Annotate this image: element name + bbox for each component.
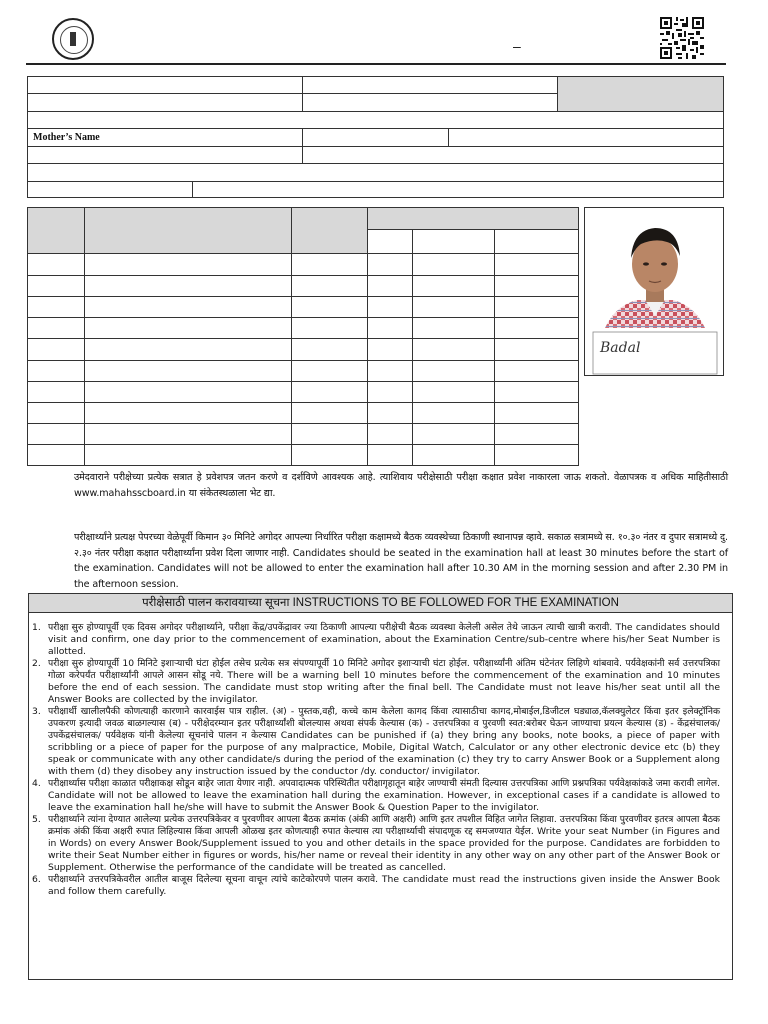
details-cell	[302, 93, 558, 112]
qr-code-icon	[660, 17, 704, 59]
instruction-number: 2.	[32, 658, 41, 669]
instructions-heading: परीक्षेसाठी पालन करावयाच्या सूचना INSTRUCTIONS TO BE FOLLOWED FOR THE EXAMINATION	[29, 594, 732, 613]
mother-name-label: Mother’s Name	[33, 132, 100, 143]
details-cell	[302, 146, 724, 164]
header-rule	[26, 63, 726, 65]
instruction-number: 4.	[32, 778, 41, 789]
details-cell	[27, 146, 303, 164]
seat-number-box	[557, 76, 724, 112]
details-cell	[27, 163, 724, 182]
details-cell	[302, 76, 558, 94]
instruction-number: 3.	[32, 706, 41, 717]
instruction-text: परीक्षा सुरु होण्यापूर्वी एक दिवस अगोदर परीक्षार्थ्याने, परीक्षा केंद्र/उपकेंद्रावर ज्या ठिकाणी आपल्या परीक्षेची बैठक व्यवस्था केलेली असेल तेथे जाऊन त्याची खात्री करावी. The candidates should visit and confirm, one day prior to the commencement of examination, about the Examination Centre/sub-centre where his/her Seat Number is allotted.	[48, 622, 720, 657]
instruction-item	[32, 658, 720, 706]
instruction-number: 5.	[32, 814, 41, 825]
instruction-item	[32, 622, 720, 658]
instruction-number: 1.	[32, 622, 41, 633]
board-seal-logo	[52, 18, 94, 60]
instruction-text: परीक्षा सुरु होण्यापूर्वी 10 मिनिटे इशाऱ्याची घंटा होईल तसेच प्रत्येक सत्र संपण्यापूर्वी 10 मिनिटे अगोदर इशाऱ्याची घंटा होईल. परीक्षार्थ्यांनी अंतिम घंटेनंतर लिहिणे थांबवावे. पर्यवेक्षकांनी सर्व उत्तरपत्रिका गोळा करेपर्यंत परीक्षार्थ्यांनी आपले आसन सोडू नये. There will be a warning bell 10 minutes before the commencement of the examination and 10 minutes before the end of each session. The candidate must stop writing after the final bell. The Candidate must not leave his/her seat until all the Answer Books are collected by the invigilator.	[48, 658, 720, 705]
reporting-time-note: परीक्षार्थ्यांने प्रत्यक्ष पेपरच्या वेळेपूर्वी किमान ३० मिनिटे अगोदर आपल्या निर्धारित परीक्षा कक्षामध्ये बैठक व्यवस्थेच्या ठिकाणी स्थानापन्न व्हावे. सकाळ सत्रामध्ये स. १०.३० नंतर व दुपार सत्रामध्ये दु. २.३० नंतर परीक्षा कक्षात परीक्षार्थ्यांना प्रवेश दिला जाणार नाही. Candidates should be seated in the examination hall at least 30 minutes before the start of the examination. Candidates will not be allowed to enter the examination hall after 10.30 AM in the morning session and after 2.30 PM in the afternoon session.	[74, 532, 728, 590]
instruction-text: परीक्षार्थ्याने त्यांना देण्यात आलेल्या प्रत्येक उत्तरपत्रिकेवर व पुरवणीवर आपला बैठक क्रमांक (अंकी आणि अक्षरी) आणि इतर तपशील विहित जागेत लिहावा. उत्तरपत्रिका किंवा पुरवणीवर इतरत्र आपला बैठक क्रमांक अंकी किंवा अक्षरी रुपात लिहिल्यास किंवा आपली ओळख इतर कोणत्याही रुपात केल्यास त्या परीक्षार्थ्याची संपादणूक रद्द समजण्यात येईल. Write your seat Number (in Figures and in Words) on every Answer Book/Supplement issued to you and other details in the space provided for the purpose. Candidates are forbidden to write their Seat Number either in figures or words, his/her name or reveal their identity in any other way on any other part of the Answer Book or Supplement. Otherwise the performance of the candidate will be treated as cancelled.	[48, 814, 720, 873]
details-cell	[27, 181, 193, 198]
admit-card-note: उमेदवाराने परीक्षेच्या प्रत्येक सत्रात हे प्रवेशपत्र जतन करणे व दर्शविणे आवश्यक आहे. त्याशिवाय परीक्षेसाठी परीक्षा कक्षात प्रवेश नाकारला जाऊ शकतो. वेळापत्रक व अधिक माहितीसाठी www.mahahsscboard.in या संकेतस्थळाला भेट द्या.	[74, 472, 728, 499]
details-cell	[27, 111, 724, 129]
instruction-text: परीक्षार्थी खालीलपैकी कोणत्याही कारणाने कारवाईस पात्र राहील. (अ) - पुस्तक,वही, कच्चे काम केलेला कागद किंवा त्यासाठीचा कागद,मोबाईल,डिजीटल घड्याळ,कॅलक्युलेटर किंवा इतर इलेक्ट्रॉनिक उपकरण इत्यादी जवळ बाळगल्यास (ब) - परीक्षेदरम्यान इतर परीक्षार्थ्यांशी बोलल्यास अथवा संपर्क केल्यास (क) - उत्तरपत्रिका व पुरवणी स्वत:बरोबर घेऊन जाण्याचा प्रयत्न केल्यास (ड) - केंद्रसंचालक/उपकेंद्रसंचालक/ पर्यवेक्षक यांनी केलेल्या सूचनांचे पालन न केल्यास Candidates can be punished if (a) they bring any books, note books, a piece of paper with scribbling or a piece of paper for the purpose of any malpractice, Mobile, Digital Watch, Calculator or any other electronic device etc (b) they speak or communicate with any other candidate/s during the period of the examination (c) they try to carry Answer Book or a Supplement along with them (d) they disobey any instruction issued by the conductor /dy. conductor/ invigilator.	[48, 706, 720, 777]
details-cell	[27, 93, 303, 112]
instruction-item	[32, 874, 720, 898]
details-cell	[448, 128, 724, 147]
instruction-item	[32, 814, 720, 874]
details-cell	[302, 128, 449, 147]
header-dash: –	[513, 38, 521, 54]
candidate-photo	[584, 207, 724, 376]
instruction-item	[32, 706, 720, 778]
details-cell	[27, 76, 303, 94]
subjects-table	[27, 207, 579, 467]
instructions-list	[32, 622, 720, 898]
details-cell	[192, 181, 724, 198]
instruction-item	[32, 778, 720, 814]
instruction-text: परीक्षार्थ्यास परीक्षा काळात परीक्षाकक्ष सोडून बाहेर जाता येणार नाही. अपवादात्मक परिस्थितीत परीक्षागृहातून बाहेर जाण्याची संमती दिल्यास उत्तरपत्रिका आणि प्रश्नपत्रिका पर्यवेक्षकांकडे जमा करावी लागेल. Candidate will not be allowed to leave the examination hall during the examination. However, in exceptional cases if a candidate is allowed to leave the examination hall he/she will have to submit the Answer Book & Question Paper to the invigilator.	[48, 778, 720, 813]
instructions-panel	[28, 593, 733, 980]
candidate-signature: Badal	[600, 340, 641, 356]
instruction-text: परीक्षार्थ्याने उत्तरपत्रिकेवरील आतील बाजूस दिलेल्या सूचना वाचून त्यांचे काटेकोरपणे पालन करावे. The candidate must read the instructions given inside the Answer Book and follow them carefully.	[48, 874, 720, 897]
instruction-number: 6.	[32, 874, 41, 885]
